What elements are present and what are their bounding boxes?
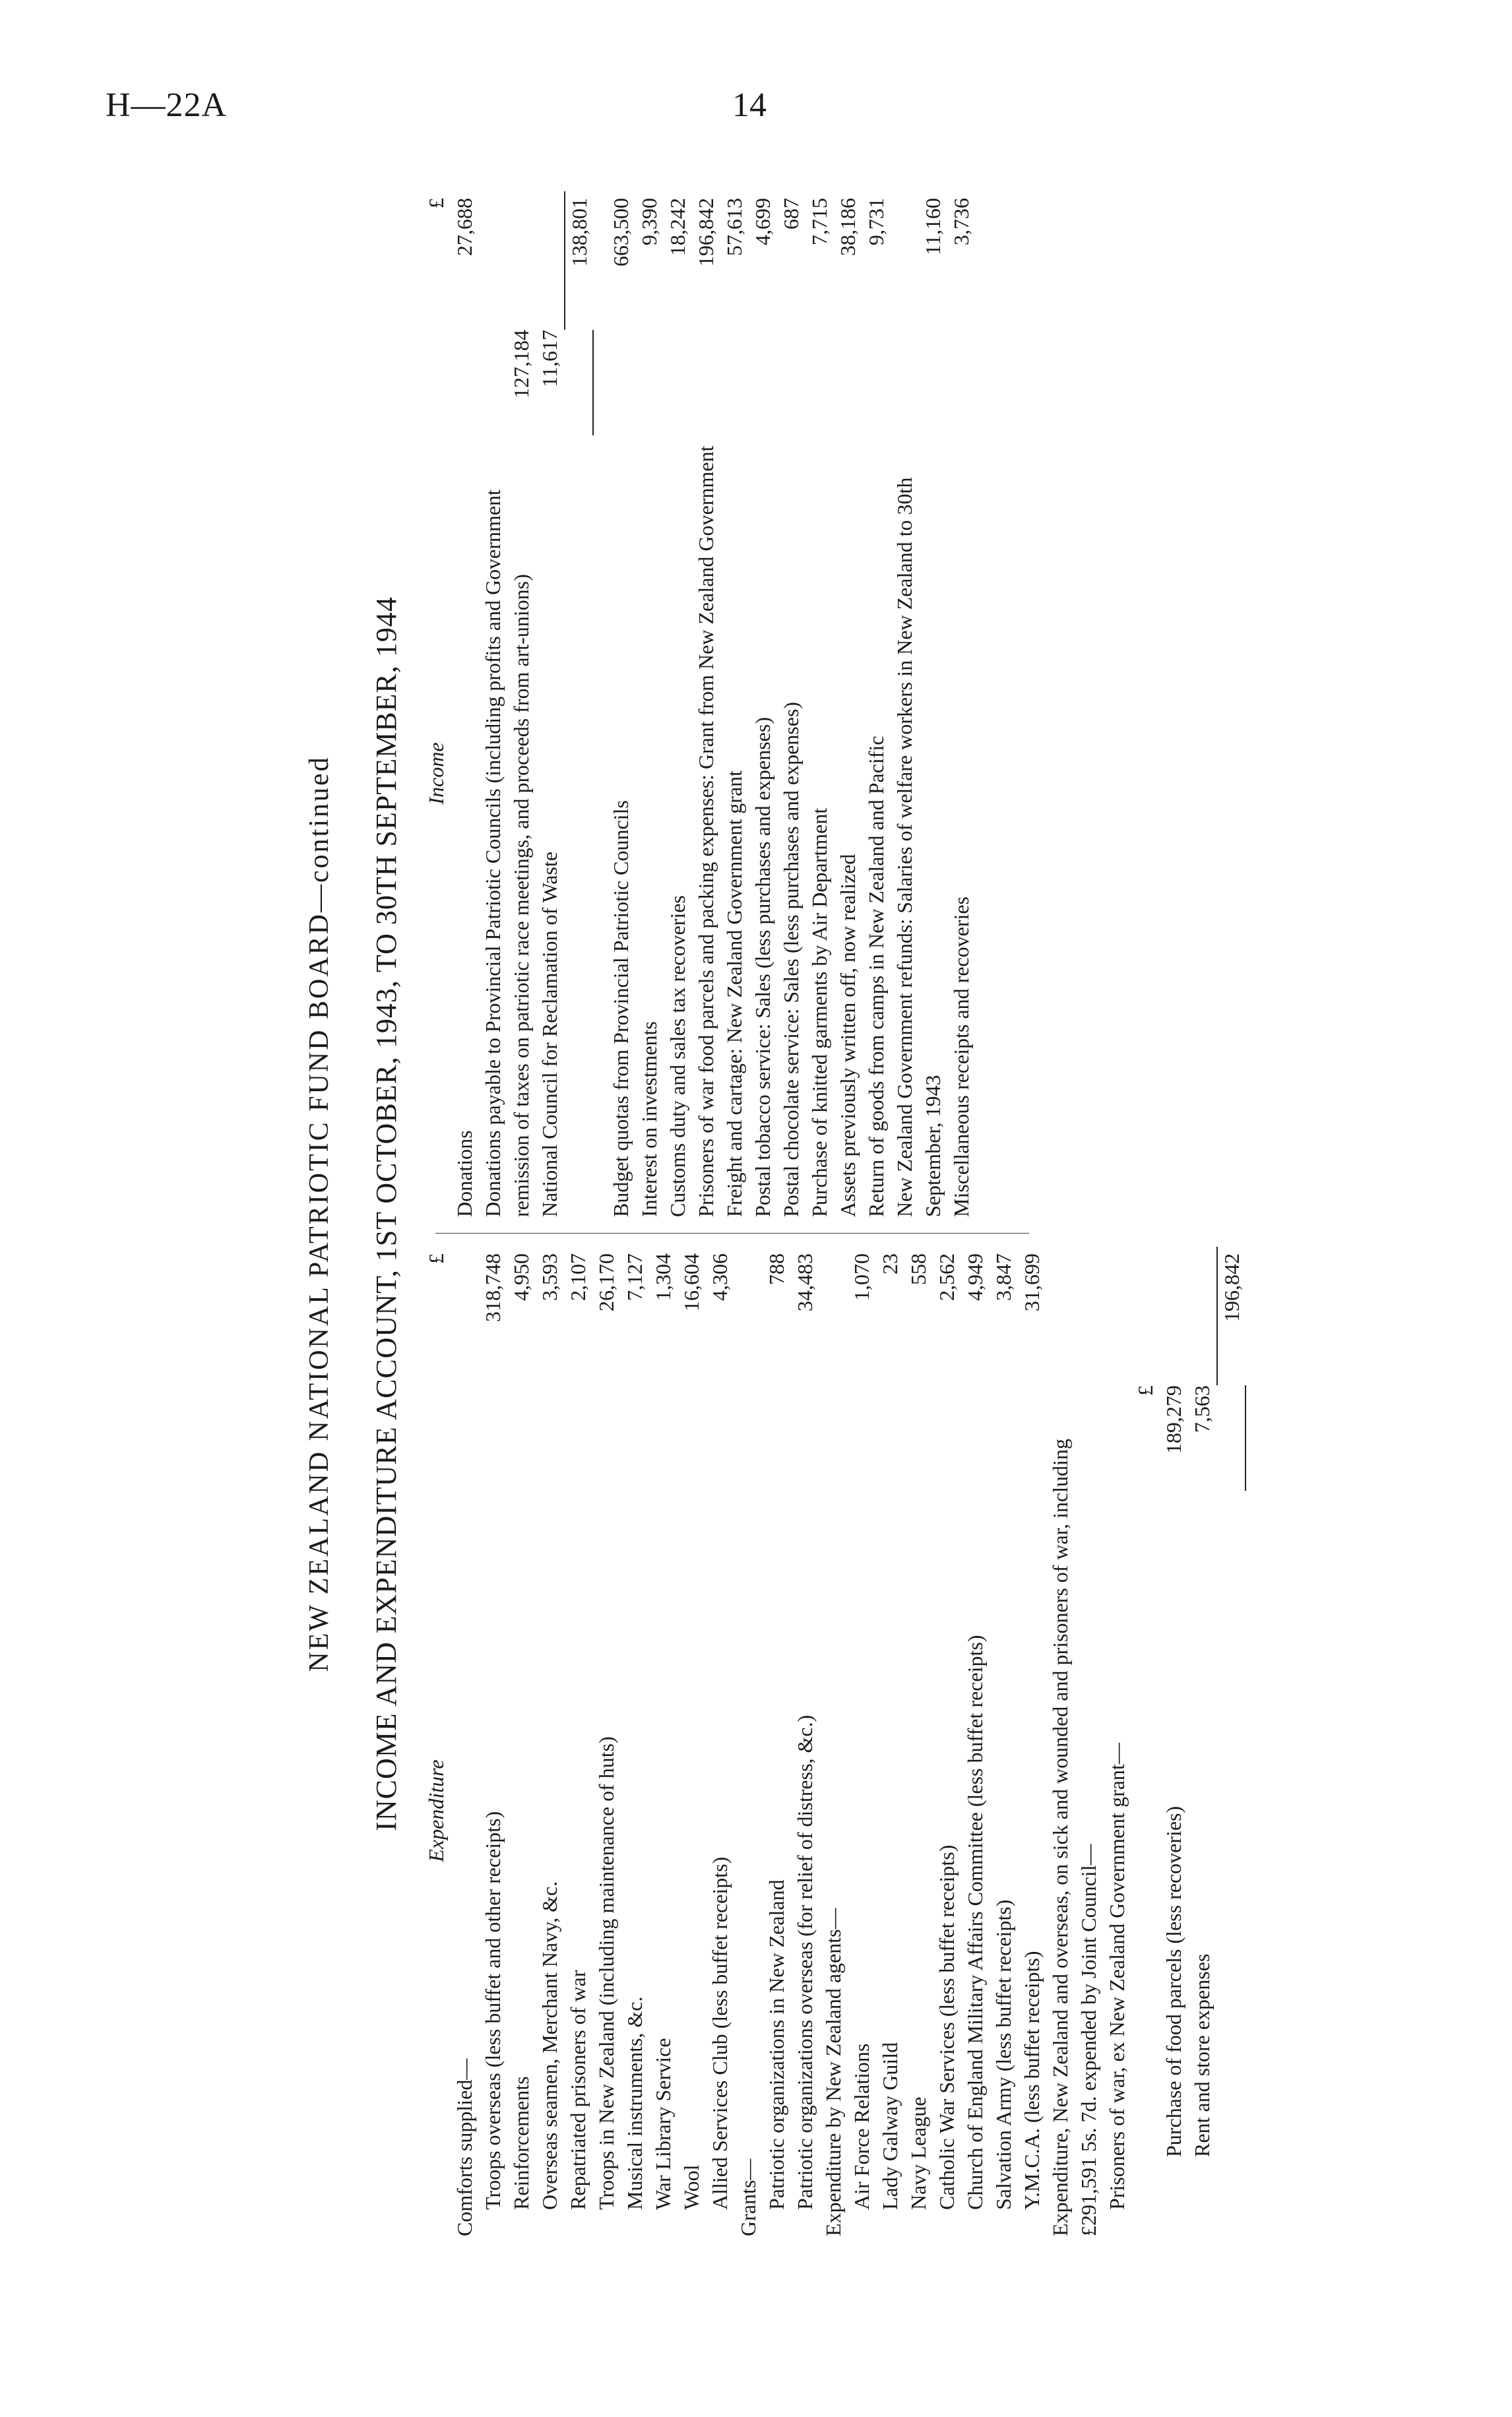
income-amount: 4,699 [751, 198, 774, 245]
expenditure-label: Lady Galway Guild [878, 2042, 902, 2210]
expenditure-row [734, 1247, 763, 2236]
income-row [891, 191, 947, 1217]
expenditure-row [507, 1247, 536, 2236]
income-label: Freight and cartage: New Zealand Government grant [722, 770, 746, 1217]
page-number: 14 [732, 86, 767, 124]
expenditure-label: War Library Service [651, 2038, 675, 2210]
income-label: Postal chocolate service: Sales (less purchases and expenses) [779, 701, 803, 1217]
income-row [834, 191, 862, 1217]
expenditure-column [422, 1247, 1246, 2236]
income-row [451, 191, 479, 1217]
expenditure-label: Patriotic organizations overseas (for relief of distress, &c.) [793, 1714, 817, 2210]
income-row [947, 191, 976, 1217]
expenditure-amount: 23 [878, 1253, 902, 1274]
income-amount: 27,688 [453, 198, 476, 256]
expenditure-label: Allied Services Club (less buffet receipts) [708, 1856, 732, 2210]
expenditure-label: Salvation Army (less buffet receipts) [992, 1899, 1015, 2210]
expenditure-header [422, 1247, 451, 2236]
expenditure-row [536, 1247, 564, 2236]
expenditure-row [848, 1247, 876, 2236]
column-divider [435, 1233, 1029, 1234]
expenditure-row [649, 1247, 677, 2236]
report-reference: H—22A [106, 86, 228, 124]
income-row [692, 191, 720, 1217]
pow-row [1160, 1247, 1188, 2236]
expenditure-row [677, 1247, 706, 2236]
income-row [536, 191, 564, 1217]
income-row [479, 191, 536, 1217]
income-amount: 7,715 [807, 198, 831, 245]
expenditure-amount: 2,107 [566, 1253, 590, 1301]
income-label: Miscellaneous receipts and recoveries [949, 896, 973, 1217]
expenditure-label: Grants— [736, 2158, 760, 2236]
income-rows [451, 191, 976, 1217]
page-header [0, 79, 1512, 132]
expenditure-label: Air Force Relations [850, 2043, 873, 2210]
expenditure-label: Comforts supplied— [453, 2058, 476, 2236]
expenditure-row [706, 1247, 734, 2236]
expenditure-label: Expenditure, New Zealand and overseas, on sick and wounded and prisoners of war, including £291,591 5s. 7d. expended by Joint Council— [1048, 1438, 1100, 2236]
expenditure-row [592, 1247, 621, 2236]
income-label: Donations [453, 1130, 476, 1217]
income-label: National Council for Reclamation of Waste [538, 851, 561, 1217]
expenditure-amount: 318,748 [481, 1253, 505, 1322]
expenditure-amount: 1,304 [651, 1253, 675, 1301]
expenditure-amount: 4,949 [963, 1253, 987, 1301]
income-amount: 663,500 [609, 198, 633, 267]
income-row [607, 191, 635, 1217]
expenditure-label: Overseas seamen, Merchant Navy, &c. [538, 1881, 561, 2210]
pow-total-row [1216, 1247, 1246, 2236]
pow-subamount: 189,279 [1162, 1385, 1185, 1454]
income-amount: 18,242 [666, 198, 689, 256]
income-row [564, 191, 594, 1217]
expenditure-amount: 31,699 [1020, 1253, 1044, 1311]
expenditure-row [1103, 1247, 1131, 2236]
expenditure-currency: £ [424, 1253, 448, 1264]
pow-subamount: 7,563 [1190, 1385, 1214, 1433]
expenditure-label: Prisoners of war, ex New Zealand Government grant— [1105, 1743, 1129, 2210]
expenditure-row [990, 1247, 1018, 2236]
income-amount: 57,613 [722, 198, 746, 256]
income-row [720, 191, 749, 1217]
expenditure-row [763, 1247, 791, 2236]
income-label: Purchase of knitted garments by Air Department [807, 807, 831, 1217]
income-label: Interest on investments [637, 1021, 661, 1217]
income-label: Customs duty and sales tax recoveries [666, 895, 689, 1217]
pow-sub-currency: £ [1133, 1385, 1157, 1396]
income-subamount [592, 330, 594, 435]
expenditure-row [1046, 1247, 1103, 2236]
income-amount: 687 [779, 198, 803, 230]
income-label: Donations payable to Provincial Patriotic Councils (including profits and Government remission of taxes on patriotic race meetings, and proceeds from art-unions) [481, 489, 533, 1217]
expenditure-amount: 2,562 [935, 1253, 959, 1301]
income-currency: £ [424, 198, 448, 208]
expenditure-label: Reinforcements [509, 2076, 533, 2210]
pow-total-rule [1245, 1385, 1246, 1491]
income-label: Prisoners of war food parcels and packing expenses: Grant from New Zealand Government [694, 445, 718, 1217]
income-label: Budget quotas from Provincial Patriotic Councils [609, 800, 633, 1217]
income-label: Assets previously written off, now realized [836, 854, 860, 1217]
expenditure-amount: 34,483 [793, 1253, 817, 1311]
income-row [635, 191, 664, 1217]
income-amount: 138,801 [564, 191, 594, 330]
income-column [422, 191, 976, 1217]
expenditure-amount: 4,950 [509, 1253, 533, 1301]
expenditure-label: Troops overseas (less buffet and other receipts) [481, 1811, 505, 2210]
expenditure-label: Navy League [906, 2096, 930, 2210]
expenditure-heading: Expenditure [424, 1759, 448, 1862]
expenditure-label: Expenditure by New Zealand agents— [821, 1908, 845, 2236]
income-amount: 9,731 [864, 198, 888, 245]
expenditure-amount: 3,847 [992, 1253, 1015, 1301]
expenditure-row [451, 1247, 479, 2236]
income-row [862, 191, 891, 1217]
expenditure-amount: 4,306 [708, 1253, 732, 1301]
expenditure-label: Musical instruments, &c. [623, 1996, 646, 2210]
expenditure-amount: 3,593 [538, 1253, 561, 1301]
income-row [749, 191, 777, 1217]
expenditure-label: Wool [679, 2164, 703, 2210]
income-amount: 9,390 [637, 198, 661, 245]
pow-total-amount: 196,842 [1216, 1247, 1246, 1385]
pow-label: Purchase of food parcels (less recoveries) [1162, 1805, 1185, 2157]
income-subamount: 127,184 [509, 330, 533, 398]
expenditure-amount: 788 [765, 1253, 788, 1285]
expenditure-row [791, 1247, 819, 2236]
income-row [664, 191, 692, 1217]
expenditure-label: Repatriated prisoners of war [566, 1970, 590, 2210]
expenditure-row [819, 1247, 848, 2236]
account-title: INCOME AND EXPENDITURE ACCOUNT, 1ST OCTOBER, 1943, TO 30TH SEPTEMBER, 1944 [370, 596, 402, 1831]
expenditure-row [621, 1247, 649, 2236]
income-gap [594, 191, 607, 1217]
expenditure-label: Church of England Military Affairs Committee (less buffet receipts) [963, 1635, 987, 2210]
expenditure-amount: 16,604 [679, 1253, 703, 1311]
expenditure-label: Catholic War Services (less buffet receipts) [935, 1844, 959, 2210]
income-label: Postal tobacco service: Sales (less purchases and expenses) [751, 717, 774, 1217]
expenditure-row [564, 1247, 592, 2236]
expenditure-label: Troops in New Zealand (including maintenance of huts) [594, 1736, 618, 2210]
expenditure-label: Y.M.C.A. (less buffet receipts) [1020, 1951, 1044, 2210]
income-heading: Income [424, 742, 448, 805]
expenditure-row [1018, 1247, 1046, 2236]
document-title: NEW ZEALAND NATIONAL PATRIOTIC FUND BOARD—continued [304, 755, 334, 1672]
expenditure-amount: 558 [906, 1253, 930, 1285]
expenditure-row [961, 1247, 990, 2236]
income-label: Return of goods from camps in New Zealand and Pacific [864, 736, 888, 1217]
income-amount: 196,842 [694, 198, 718, 267]
expenditure-row [479, 1247, 507, 2236]
income-subamount: 11,617 [538, 330, 561, 387]
expenditure-rows [451, 1247, 1246, 2236]
income-amount: 38,186 [836, 198, 860, 256]
expenditure-row [876, 1247, 904, 2236]
income-amount: 11,160 [921, 198, 945, 255]
expenditure-row [933, 1247, 961, 2236]
expenditure-label: Patriotic organizations in New Zealand [765, 1879, 788, 2210]
expenditure-amount: 7,127 [623, 1253, 646, 1301]
pow-label: Rent and store expenses [1190, 1953, 1214, 2157]
pow-row [1188, 1247, 1216, 2236]
rotated-table-page [303, 191, 1244, 2236]
income-label: New Zealand Government refunds: Salaries of welfare workers in New Zealand to 30th September, 1943 [893, 477, 945, 1217]
expenditure-amount: 26,170 [594, 1253, 618, 1311]
income-amount: 3,736 [949, 198, 973, 245]
expenditure-row [904, 1247, 933, 2236]
income-header [422, 191, 451, 1217]
expenditure-amount: 1,070 [850, 1253, 873, 1301]
income-row [805, 191, 834, 1217]
pow-subheader [1131, 1247, 1160, 2236]
income-row [777, 191, 805, 1217]
